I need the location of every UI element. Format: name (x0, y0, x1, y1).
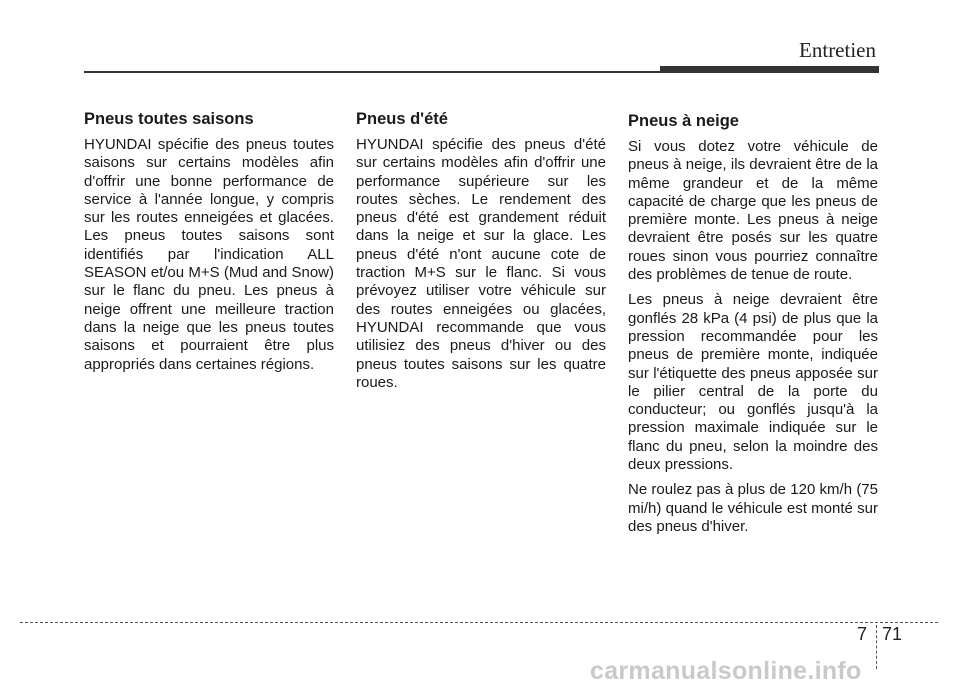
paragraph: Ne roulez pas à plus de 120 km/h (75 mi/h) quand le véhicule est monté sur des pneus d'hiver. (628, 481, 878, 535)
header-rule-accent (660, 66, 879, 73)
column-summer (356, 108, 606, 399)
heading-summer: Pneus d'été (356, 110, 448, 128)
watermark-text: carmanualsonline.info (590, 657, 862, 685)
column-snow (628, 110, 878, 543)
paragraph: Si vous dotez votre véhicule de pneus à neige, ils devraient être de la même grandeur et de la même capacité de charge que les pneus de première monte. Les pneus à neige devraient être posés sur les quatre roues sinon vous pourriez connaître des problèmes de tenue de route. (628, 138, 878, 284)
chapter-number: 7 (857, 624, 868, 644)
page-number: 71 (882, 624, 903, 644)
paragraph: HYUNDAI spécifie des pneus toutes saisons sur certains modèles afin d'offrir une bonne performance de service à l'année longue, y compris sur les routes enneigées et glacées. Les pneus toutes saisons sont identifiés par l'indication ALL SEASON et/ou M+S (Mud and Snow) sur le flanc du pneu. Les pneus à neige offrent une meilleure traction dans la neige que les pneus toutes saisons et pourraient être plus appropriés dans certaines régions. (84, 136, 334, 373)
footer-page-divider (876, 625, 877, 669)
paragraph: HYUNDAI spécifie des pneus d'été sur certains modèles afin d'offrir une performance supérieure sur les routes sèches. Le rendement des pneus d'été est grandement réduit dans la neige et sur la glace. Les pneus d'été n'ont aucune cote de traction M+S sur le flanc. Si vous prévoyez utiliser votre véhicule sur des routes enneigées ou glacées, HYUNDAI recommande que vous utilisiez des pneus d'hiver ou des pneus toutes saisons sur les quatre roues. (356, 136, 606, 391)
heading-snow: Pneus à neige (628, 112, 739, 130)
heading-all-season: Pneus toutes saisons (84, 110, 254, 128)
section-title: Entretien (799, 38, 876, 62)
paragraph: Les pneus à neige devraient être gonflés 28 kPa (4 psi) de plus que la pression recommandée pour les pneus de première monte, indiquée sur l'étiquette des pneus apposée sur le pilier central de la porte du conducteur; ou gonflés jusqu'à la pression maximale indiquée sur le flanc du pneu, selon la moindre des deux pressions. (628, 291, 878, 474)
header-rule (84, 71, 660, 73)
footer-divider (20, 622, 938, 623)
column-all-season (84, 108, 334, 381)
